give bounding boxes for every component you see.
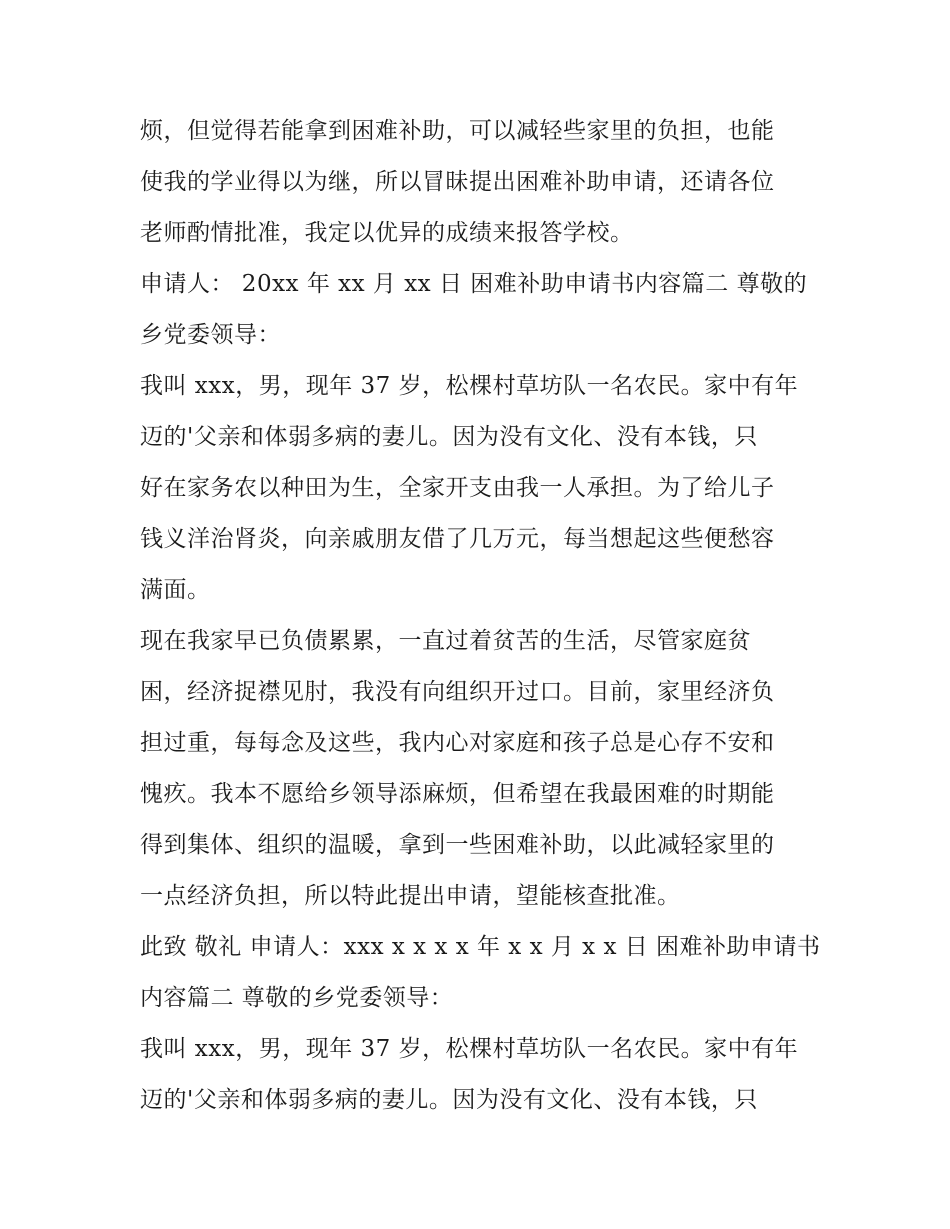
text-line: 困，经济捉襟见肘，我没有向组织开过口。目前，家里经济负 — [140, 679, 775, 705]
text-line: 此致 敬礼 申请人：xxx x x x x 年 x x 月 x x 日 困难补助申请书 — [140, 934, 821, 960]
text-line: 内容篇二 尊敬的乡党委领导： — [140, 985, 454, 1011]
text-line: 我叫 xxx，男，现年 37 岁，松棵村草坊队一名农民。家中有年 — [140, 1036, 799, 1062]
text-line: 乡党委领导： — [140, 322, 281, 348]
text-line: 一点经济负担，所以特此提出申请，望能核查批准。 — [140, 883, 681, 909]
text-line: 烦，但觉得若能拿到困难补助，可以减轻些家里的负担，也能 — [140, 118, 775, 144]
text-line: 老师酌情批准，我定以优异的成绩来报答学校。 — [140, 220, 634, 246]
text-line: 愧疚。我本不愿给乡领导添麻烦，但希望在我最困难的时期能 — [140, 781, 775, 807]
text-line: 现在我家早已负债累累，一直过着贫苦的生活，尽管家庭贫 — [140, 628, 751, 654]
text-line: 使我的学业得以为继，所以冒昧提出困难补助申请，还请各位 — [140, 169, 775, 195]
text-line: 担过重，每每念及这些，我内心对家庭和孩子总是心存不安和 — [140, 730, 775, 756]
text-line: 得到集体、组织的温暖，拿到一些困难补助，以此减轻家里的 — [140, 832, 775, 858]
text-line: 我叫 xxx，男，现年 37 岁，松棵村草坊队一名农民。家中有年 — [140, 373, 799, 399]
text-line: 好在家务农以种田为生，全家开支由我一人承担。为了给儿子 — [140, 475, 775, 501]
text-line: 迈的'父亲和体弱多病的妻儿。因为没有文化、没有本钱，只 — [140, 424, 758, 450]
text-line: 迈的'父亲和体弱多病的妻儿。因为没有文化、没有本钱，只 — [140, 1087, 758, 1113]
text-line: 满面。 — [140, 577, 211, 603]
text-line: 申请人： 20xx 年 xx 月 xx 日 困难补助申请书内容篇二 尊敬的 — [140, 271, 808, 297]
text-line: 钱义洋治肾炎，向亲戚朋友借了几万元，每当想起这些便愁容 — [140, 526, 775, 552]
document-body — [140, 106, 820, 1126]
